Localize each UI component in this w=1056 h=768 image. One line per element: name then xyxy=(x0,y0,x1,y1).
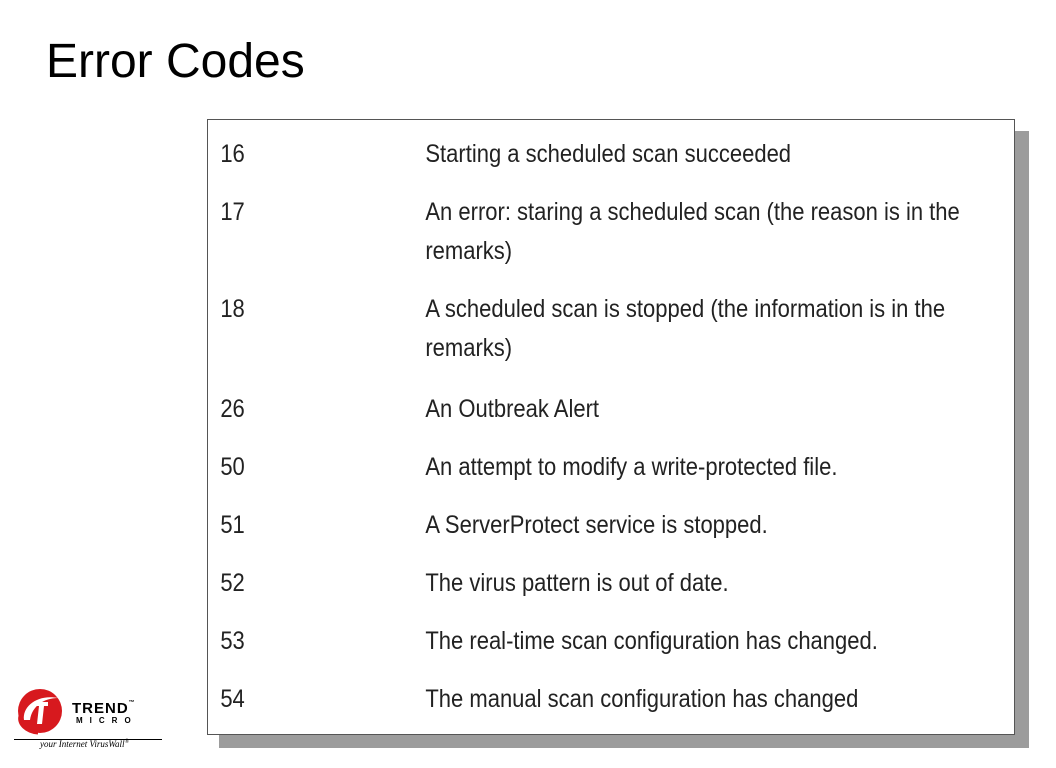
error-code: 52 xyxy=(220,569,245,597)
error-description xyxy=(425,506,997,545)
error-code: 26 xyxy=(220,395,245,423)
error-code: 18 xyxy=(220,295,245,323)
logo-brand-line2: MICRO xyxy=(76,716,138,725)
description-line: remarks) xyxy=(425,237,513,265)
error-code: 16 xyxy=(220,140,245,168)
error-description xyxy=(425,390,997,429)
error-description xyxy=(425,290,997,368)
description-line: The real-time scan configuration has changed. xyxy=(425,627,878,655)
error-description xyxy=(425,193,997,271)
error-code: 53 xyxy=(220,627,245,655)
logo-tagline-text: your Internet VirusWall xyxy=(40,739,125,749)
logo-tagline xyxy=(40,739,129,749)
description-line: A ServerProtect service is stopped. xyxy=(425,511,768,539)
error-code-table xyxy=(207,119,1015,735)
description-line: The virus pattern is out of date. xyxy=(425,569,729,597)
slide-title: Error Codes xyxy=(46,35,305,88)
logo-brand-line1: TREND xyxy=(72,700,129,717)
error-description xyxy=(425,448,997,487)
trend-micro-logo xyxy=(14,686,164,756)
trend-micro-swirl-icon xyxy=(14,686,70,736)
error-code: 54 xyxy=(220,685,245,713)
description-line: An error: staring a scheduled scan (the reason is in the xyxy=(425,198,960,226)
error-description xyxy=(425,622,997,661)
trademark-symbol: ™ xyxy=(128,700,136,706)
error-code: 50 xyxy=(220,453,245,481)
error-code: 17 xyxy=(220,198,245,226)
description-line: The manual scan configuration has changed xyxy=(425,685,859,713)
description-line: An attempt to modify a write-protected file. xyxy=(425,453,838,481)
description-line: A scheduled scan is stopped (the information is in the xyxy=(425,295,946,323)
description-line: An Outbreak Alert xyxy=(425,395,600,423)
description-line: Starting a scheduled scan succeeded xyxy=(425,140,792,168)
description-line: remarks) xyxy=(425,334,513,362)
error-description xyxy=(425,564,997,603)
logo-brand-name xyxy=(72,700,136,717)
error-code: 51 xyxy=(220,511,245,539)
error-description xyxy=(425,135,997,174)
error-description xyxy=(425,680,997,719)
registered-symbol: ® xyxy=(124,739,130,745)
